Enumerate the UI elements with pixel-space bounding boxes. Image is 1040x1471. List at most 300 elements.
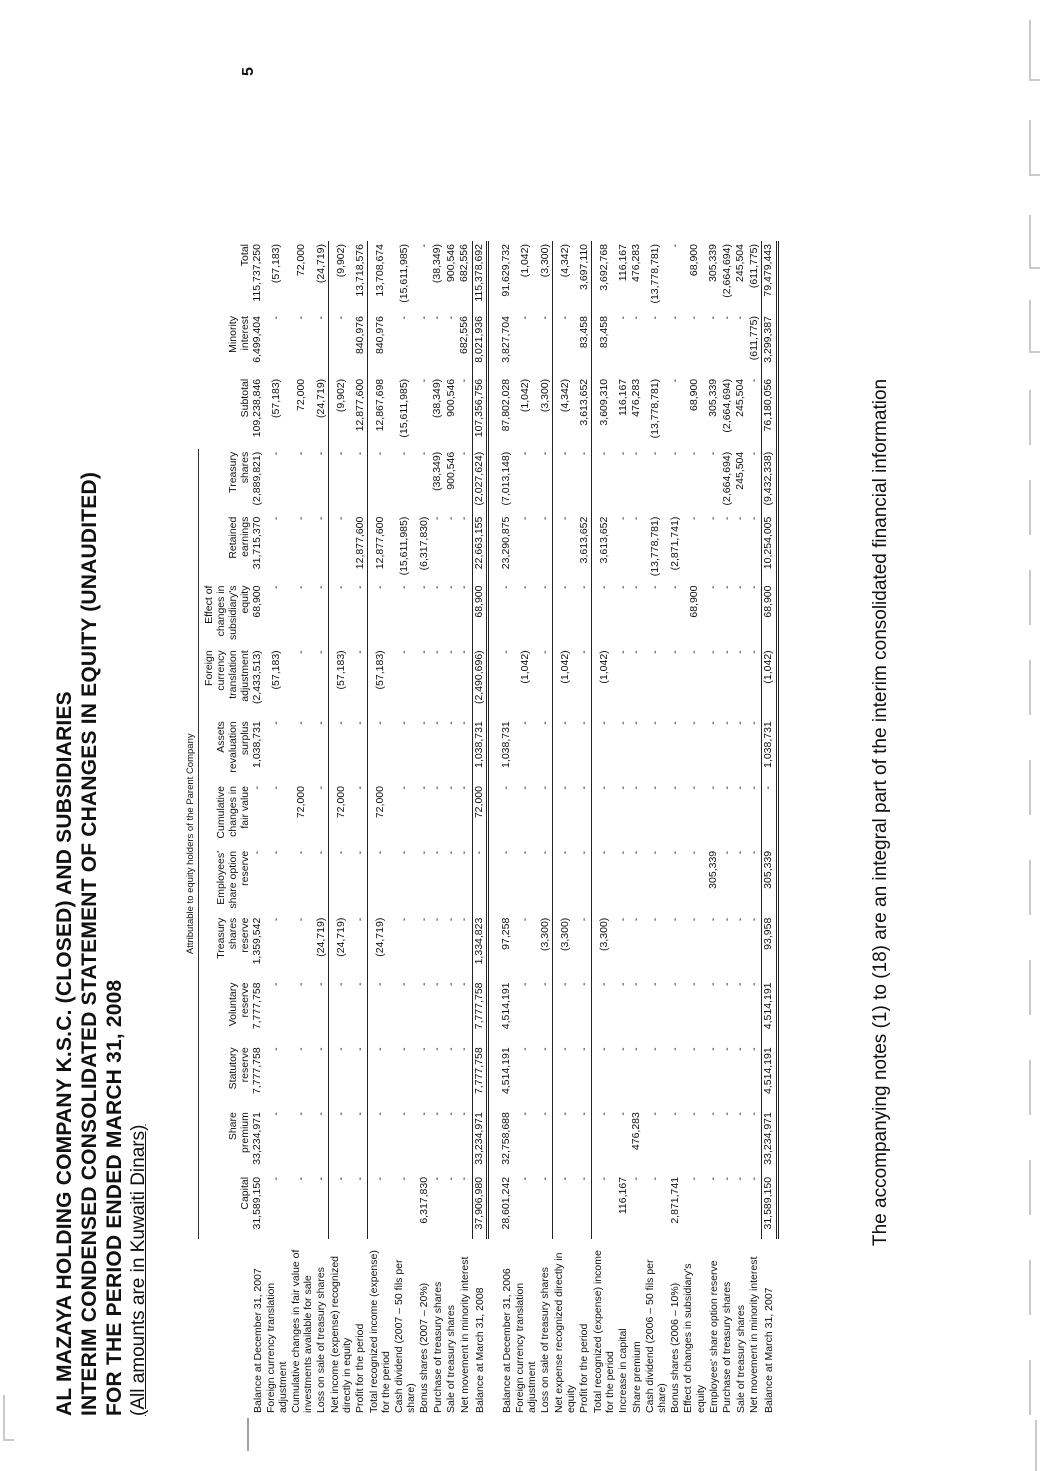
amount-cell: - xyxy=(251,850,263,855)
amount-cell: - xyxy=(472,848,488,915)
amount-cell: 3,613,652 xyxy=(577,378,590,426)
amount-cell: 7,777,758 xyxy=(472,1044,488,1109)
amount-cell: 72,000 xyxy=(295,786,308,819)
amount-cell: 245,504 xyxy=(734,451,746,490)
amount-cell: 93,958 xyxy=(762,915,778,980)
amount-cell: - xyxy=(649,721,662,725)
table-row xyxy=(315,241,329,1416)
amount-cell: - xyxy=(458,650,470,654)
amount-cell: - xyxy=(720,516,733,521)
amount-cell: - xyxy=(538,585,551,590)
amount-cell: - xyxy=(458,451,470,456)
amount-cell: - xyxy=(314,516,327,521)
amount-cell: - xyxy=(353,982,366,986)
amount-cell: - xyxy=(577,1176,590,1181)
amount-cell: - xyxy=(431,316,443,320)
amount-cell: - xyxy=(577,721,590,725)
amount-cell: - xyxy=(295,1112,308,1116)
amount-cell: 4,514,191 xyxy=(500,1047,512,1095)
amount-cell: (1,042) xyxy=(519,650,532,684)
amount-cell: 900,546 xyxy=(444,244,457,282)
amount-cell: - xyxy=(707,650,719,654)
amount-cell: - xyxy=(368,718,393,783)
amount-cell: - xyxy=(734,850,746,855)
amount-cell: - xyxy=(314,1047,327,1051)
amount-cell: - xyxy=(444,850,457,855)
column-header: Cumulative changes in fair value xyxy=(215,786,251,839)
amount-cell: - xyxy=(444,316,457,320)
amount-cell: - xyxy=(668,316,681,320)
amount-cell: 72,000 xyxy=(295,378,308,411)
amount-cell: 13,718,576 xyxy=(353,244,366,297)
table-row xyxy=(472,241,488,1416)
amount-cell: - xyxy=(444,1112,457,1116)
amount-cell: - xyxy=(747,917,760,922)
amount-cell: 107,356,756 xyxy=(472,376,488,449)
amount-cell: (57,183) xyxy=(270,378,283,418)
amount-cell: (3,300) xyxy=(538,244,551,278)
amount-cell: 840,976 xyxy=(353,316,366,355)
row-label: Profit for the period xyxy=(578,1323,591,1413)
amount-cell: - xyxy=(616,316,629,320)
amount-cell: - xyxy=(734,786,746,790)
amount-cell: - xyxy=(368,980,393,1045)
amount-cell: - xyxy=(630,316,642,320)
row-label: Balance at December 31, 2007 xyxy=(251,1268,264,1413)
amount-cell: - xyxy=(649,451,662,456)
row-label: Net income (expense) recognized directly in equity xyxy=(328,1256,353,1413)
amount-cell: 840,976 xyxy=(368,313,393,376)
amount-cell: 305,339 xyxy=(707,244,719,282)
page-number: 5 xyxy=(240,67,257,76)
amount-cell: - xyxy=(353,585,366,590)
row-label: Profit for the period xyxy=(354,1323,367,1413)
amount-cell: (24,719) xyxy=(329,915,354,980)
amount-cell: 1,038,731 xyxy=(500,721,512,768)
group-header-label: Attributable to equity holders of the Parent Company xyxy=(185,449,199,1239)
amount-cell: - xyxy=(592,980,617,1045)
amount-cell: - xyxy=(668,1047,681,1051)
amount-cell: 682,556 xyxy=(458,244,470,282)
amount-cell: (2,664,694) xyxy=(720,451,733,506)
amount-cell: - xyxy=(538,1176,551,1181)
amount-cell: - xyxy=(519,1047,532,1051)
amount-cell: - xyxy=(734,917,746,922)
amount-cell: - xyxy=(538,516,551,521)
amount-cell: - xyxy=(368,1044,393,1109)
row-label: Cumulative changes in fair value of investments available for sale xyxy=(289,1249,314,1413)
amount-cell: - xyxy=(431,1176,443,1181)
amount-cell: 37,906,980 xyxy=(472,1174,488,1239)
amount-cell: (24,719) xyxy=(314,244,327,284)
row-label: Loss on sale of treasury shares xyxy=(539,1267,552,1413)
amount-cell: - xyxy=(577,585,590,590)
amount-cell: - xyxy=(592,848,617,915)
amount-cell: 3,299,387 xyxy=(762,313,778,376)
amount-cell: 31,589,150 xyxy=(251,1176,263,1230)
footer-note: The accompanying notes (1) to (18) are an integral part of the interim consolidated financial information xyxy=(870,378,891,1246)
amount-cell: (1,042) xyxy=(519,244,532,278)
amount-cell: (9,902) xyxy=(329,241,354,313)
amount-cell: - xyxy=(707,786,719,790)
amount-cell: (7,013,148) xyxy=(500,451,512,506)
amount-cell: - xyxy=(519,1176,532,1181)
column-header: Subtotal xyxy=(239,378,251,418)
amount-cell: - xyxy=(747,451,760,456)
amount-cell: - xyxy=(417,451,430,456)
amount-cell: - xyxy=(630,982,642,986)
amount-cell: - xyxy=(295,316,308,320)
amount-cell: 682,556 xyxy=(458,316,470,355)
amount-cell: - xyxy=(398,316,411,320)
amount-cell: - xyxy=(577,451,590,456)
statement-title: INTERIM CONDENSED CONSOLIDATED STATEMENT OF CHANGES IN EQUITY (UNAUDITED) xyxy=(78,471,101,1416)
amount-cell: 32,758,688 xyxy=(500,1112,512,1165)
amount-cell: - xyxy=(630,786,642,790)
amount-cell: - xyxy=(519,850,532,855)
table-body xyxy=(251,241,777,1416)
amount-cell: - xyxy=(329,583,354,648)
amount-cell: - xyxy=(668,650,681,654)
amount-cell: - xyxy=(458,786,470,790)
amount-cell: - xyxy=(270,917,283,922)
column-header: Minority interest xyxy=(227,316,251,353)
amount-cell: - xyxy=(314,786,327,790)
amount-cell: - xyxy=(458,721,470,725)
amount-cell: - xyxy=(417,721,430,725)
amount-cell: - xyxy=(314,982,327,986)
amount-cell: - xyxy=(329,514,354,583)
amount-cell: - xyxy=(314,650,327,654)
amount-cell: - xyxy=(270,721,283,725)
amount-cell: - xyxy=(519,585,532,590)
amount-cell: 1,038,731 xyxy=(251,721,263,768)
amount-cell: - xyxy=(398,850,411,855)
amount-cell: - xyxy=(431,585,443,590)
table-row xyxy=(514,241,539,1416)
amount-cell: - xyxy=(734,516,746,521)
amount-cell: (2,889,821) xyxy=(251,451,263,506)
amount-cell: - xyxy=(368,583,393,648)
amount-cell: - xyxy=(500,650,512,654)
amount-cell: 22,663,155 xyxy=(472,514,488,583)
amount-cell: - xyxy=(616,786,629,790)
period-title: FOR THE PERIOD ENDED MARCH 31, 2008 xyxy=(103,979,126,1416)
amount-cell: - xyxy=(720,721,733,725)
amount-cell: - xyxy=(458,1047,470,1051)
amount-cell: - xyxy=(353,1176,366,1181)
amount-cell: - xyxy=(577,982,590,986)
amount-cell: - xyxy=(444,1047,457,1051)
table-row xyxy=(617,241,631,1416)
amount-cell: 31,589,150 xyxy=(762,1174,778,1239)
amount-cell: 12,867,698 xyxy=(368,376,393,449)
rotated-landscape-page xyxy=(40,26,1000,1446)
table-row xyxy=(682,241,707,1416)
amount-cell: 900,546 xyxy=(444,378,457,417)
amount-cell: 1,334,823 xyxy=(472,915,488,980)
amount-cell: - xyxy=(592,718,617,783)
amount-cell: - xyxy=(417,244,430,248)
amount-cell: - xyxy=(747,1176,760,1181)
amount-cell: - xyxy=(630,850,642,855)
amount-cell: - xyxy=(649,850,662,855)
amount-cell: - xyxy=(734,650,746,654)
amount-cell: - xyxy=(649,917,662,922)
amount-cell: - xyxy=(417,378,430,383)
amount-cell: - xyxy=(553,313,578,376)
row-label: Increase in capital xyxy=(617,1328,629,1413)
amount-cell: 245,504 xyxy=(734,244,746,282)
amount-cell: 305,339 xyxy=(762,848,778,915)
amount-cell: - xyxy=(270,451,283,456)
amount-cell: 87,802,028 xyxy=(500,378,512,432)
table-row xyxy=(748,241,762,1416)
amount-cell: - xyxy=(270,1047,283,1051)
amount-cell: - xyxy=(295,451,308,456)
amount-cell: - xyxy=(458,1176,470,1181)
amount-cell: - xyxy=(649,982,662,986)
amount-cell: (2,871,741) xyxy=(668,516,681,571)
amount-cell: - xyxy=(538,650,551,654)
amount-cell: - xyxy=(538,982,551,986)
amount-cell: - xyxy=(353,1112,366,1116)
amount-cell: - xyxy=(649,1112,662,1116)
amount-cell: 1,359,542 xyxy=(251,917,263,965)
amount-cell: - xyxy=(616,650,629,654)
amount-cell: - xyxy=(368,449,393,514)
statement-header xyxy=(52,472,151,1416)
table-row xyxy=(329,241,354,1416)
amount-cell: - xyxy=(398,917,411,922)
table-row xyxy=(354,241,368,1416)
amount-cell: - xyxy=(616,451,629,456)
section-spacer xyxy=(488,241,501,1416)
changes-in-equity-table xyxy=(185,241,779,1416)
amount-cell: - xyxy=(707,917,719,922)
amount-cell: - xyxy=(553,783,578,848)
amount-cell: - xyxy=(329,980,354,1045)
amount-cell: - xyxy=(687,451,700,456)
amount-cell: - xyxy=(707,1047,719,1051)
amount-cell: - xyxy=(398,650,411,654)
amount-cell: - xyxy=(553,1044,578,1109)
amount-cell: - xyxy=(553,848,578,915)
amount-cell: - xyxy=(720,1047,733,1051)
table-row xyxy=(431,241,445,1416)
amount-cell: - xyxy=(720,316,733,320)
table-row xyxy=(265,241,290,1416)
amount-cell: - xyxy=(431,650,443,654)
table-row xyxy=(393,241,418,1416)
amount-cell: (3,300) xyxy=(538,378,551,413)
amount-cell: - xyxy=(353,650,366,654)
amount-cell: (2,664,694) xyxy=(720,244,733,298)
amount-cell: - xyxy=(649,786,662,790)
amount-cell: - xyxy=(500,786,512,790)
amount-cell: - xyxy=(314,316,327,320)
amount-cell: - xyxy=(747,721,760,725)
amount-cell: - xyxy=(444,650,457,654)
amount-cell: - xyxy=(295,1176,308,1181)
amount-cell: 3,609,310 xyxy=(592,376,617,449)
amount-cell: - xyxy=(251,786,263,790)
table-row xyxy=(290,241,315,1416)
amount-cell: (611,775) xyxy=(747,316,760,361)
amount-cell: - xyxy=(538,786,551,790)
amount-cell: - xyxy=(720,850,733,855)
table-row xyxy=(553,241,578,1416)
amount-cell: 115,737,250 xyxy=(251,244,263,302)
amount-cell: 68,900 xyxy=(472,583,488,648)
amount-cell: - xyxy=(649,1047,662,1051)
amount-cell: - xyxy=(398,451,411,456)
column-header: Share premium xyxy=(227,1112,251,1153)
amount-cell: - xyxy=(707,585,719,590)
amount-cell: - xyxy=(353,786,366,790)
amount-cell: - xyxy=(538,721,551,725)
table-row xyxy=(644,241,669,1416)
amount-cell: - xyxy=(295,516,308,521)
amount-cell: (24,719) xyxy=(368,915,393,980)
amount-cell: - xyxy=(707,721,719,725)
amount-cell: (1,042) xyxy=(592,647,617,718)
amount-cell: - xyxy=(353,917,366,922)
amount-cell: 83,458 xyxy=(577,316,590,349)
spacer-cell xyxy=(488,241,501,1416)
amount-cell: - xyxy=(431,850,443,855)
amount-cell: 33,234,971 xyxy=(762,1109,778,1174)
amount-cell: - xyxy=(630,1176,642,1181)
amount-cell: - xyxy=(762,783,778,848)
amount-cell: - xyxy=(668,244,681,248)
amount-cell: 245,504 xyxy=(734,378,746,417)
row-label: Employees' share option reserve xyxy=(707,1260,720,1413)
amount-cell: - xyxy=(538,1047,551,1051)
amount-cell: - xyxy=(577,1112,590,1116)
amount-cell: - xyxy=(616,1047,629,1051)
amount-cell: - xyxy=(270,982,283,986)
amount-cell: - xyxy=(270,585,283,590)
table-row xyxy=(721,241,735,1416)
column-header: Effect of changes in subsidiary's equity xyxy=(203,585,251,641)
amount-cell: - xyxy=(668,1112,681,1116)
amount-cell: - xyxy=(500,850,512,855)
amount-cell: (38,349) xyxy=(431,378,443,418)
amount-cell: - xyxy=(687,1112,700,1116)
amount-cell: - xyxy=(553,449,578,514)
amount-cell: 3,613,652 xyxy=(592,514,617,583)
amount-cell: - xyxy=(630,1047,642,1051)
amount-cell: - xyxy=(431,982,443,986)
amount-cell: - xyxy=(687,516,700,521)
amount-cell: - xyxy=(353,850,366,855)
table-row xyxy=(458,241,472,1416)
amount-cell: (2,664,694) xyxy=(720,378,733,433)
amount-cell: - xyxy=(553,1109,578,1174)
amount-cell: 76,180,056 xyxy=(762,376,778,449)
amount-cell: 1,038,731 xyxy=(472,718,488,783)
row-label: Purchase of treasury shares xyxy=(721,1281,733,1413)
row-label: Total recognized (expense) income for the period xyxy=(591,1250,616,1413)
amount-cell: - xyxy=(398,1047,411,1051)
amount-cell: - xyxy=(444,982,457,986)
amount-cell: - xyxy=(707,1112,719,1116)
amount-cell: 72,000 xyxy=(295,244,308,277)
amount-cell: 4,514,191 xyxy=(762,980,778,1045)
amount-cell: 3,613,652 xyxy=(577,516,590,564)
amount-cell: - xyxy=(577,850,590,855)
amount-cell: - xyxy=(577,650,590,654)
amount-cell: - xyxy=(668,451,681,456)
amount-cell: 33,234,971 xyxy=(251,1112,263,1165)
amount-cell: - xyxy=(687,1176,700,1181)
column-header: Voluntary reserve xyxy=(227,982,251,1027)
table-row xyxy=(418,241,432,1416)
table-row xyxy=(368,241,393,1416)
amount-cell: - xyxy=(270,516,283,521)
amount-cell: - xyxy=(668,378,681,383)
amount-cell: - xyxy=(519,1112,532,1116)
amount-cell: - xyxy=(398,982,411,986)
column-header: Statutory reserve xyxy=(227,1047,251,1090)
table-row xyxy=(539,241,553,1416)
amount-cell: (57,183) xyxy=(368,647,393,718)
amount-cell: (57,183) xyxy=(329,647,354,718)
amount-cell: - xyxy=(314,721,327,725)
amount-cell: - xyxy=(314,585,327,590)
row-label: Net movement in minority interest xyxy=(458,1256,471,1413)
amount-cell: - xyxy=(295,585,308,590)
amount-cell: - xyxy=(398,585,411,590)
amount-cell: - xyxy=(630,451,642,456)
amount-cell: (2,433,513) xyxy=(251,650,263,705)
amount-cell: (611,775) xyxy=(747,244,760,289)
amount-cell: - xyxy=(398,1176,411,1181)
amount-cell: - xyxy=(747,650,760,654)
amount-cell: - xyxy=(616,982,629,986)
amount-cell: - xyxy=(519,982,532,986)
table-row xyxy=(630,241,644,1416)
amount-cell: - xyxy=(668,585,681,590)
amount-cell: - xyxy=(649,316,662,320)
amount-cell: - xyxy=(747,850,760,855)
amount-cell: - xyxy=(720,982,733,986)
amount-cell: 305,339 xyxy=(707,378,719,417)
amount-cell: (9,902) xyxy=(329,376,354,449)
amount-cell: - xyxy=(538,850,551,855)
amount-cell: - xyxy=(553,1174,578,1239)
amount-cell: - xyxy=(458,917,470,922)
amount-cell: - xyxy=(329,1044,354,1109)
amount-cell: - xyxy=(687,850,700,855)
amount-cell: 6,499,404 xyxy=(251,316,263,363)
amount-cell: - xyxy=(616,850,629,855)
table-row xyxy=(251,241,265,1416)
row-label: Loss on sale of treasury shares xyxy=(315,1267,328,1413)
amount-cell: - xyxy=(592,1044,617,1109)
amount-cell: - xyxy=(444,721,457,725)
amount-cell: - xyxy=(747,786,760,790)
amount-cell: 4,514,191 xyxy=(762,1044,778,1109)
column-header: Treasury shares reserve xyxy=(215,917,251,959)
amount-cell: - xyxy=(592,783,617,848)
amount-cell: (3,300) xyxy=(592,915,617,980)
amount-cell: - xyxy=(668,850,681,855)
row-label: Sale of treasury shares xyxy=(734,1305,747,1413)
column-header-row xyxy=(199,241,252,1416)
amount-cell: (57,183) xyxy=(270,650,283,690)
